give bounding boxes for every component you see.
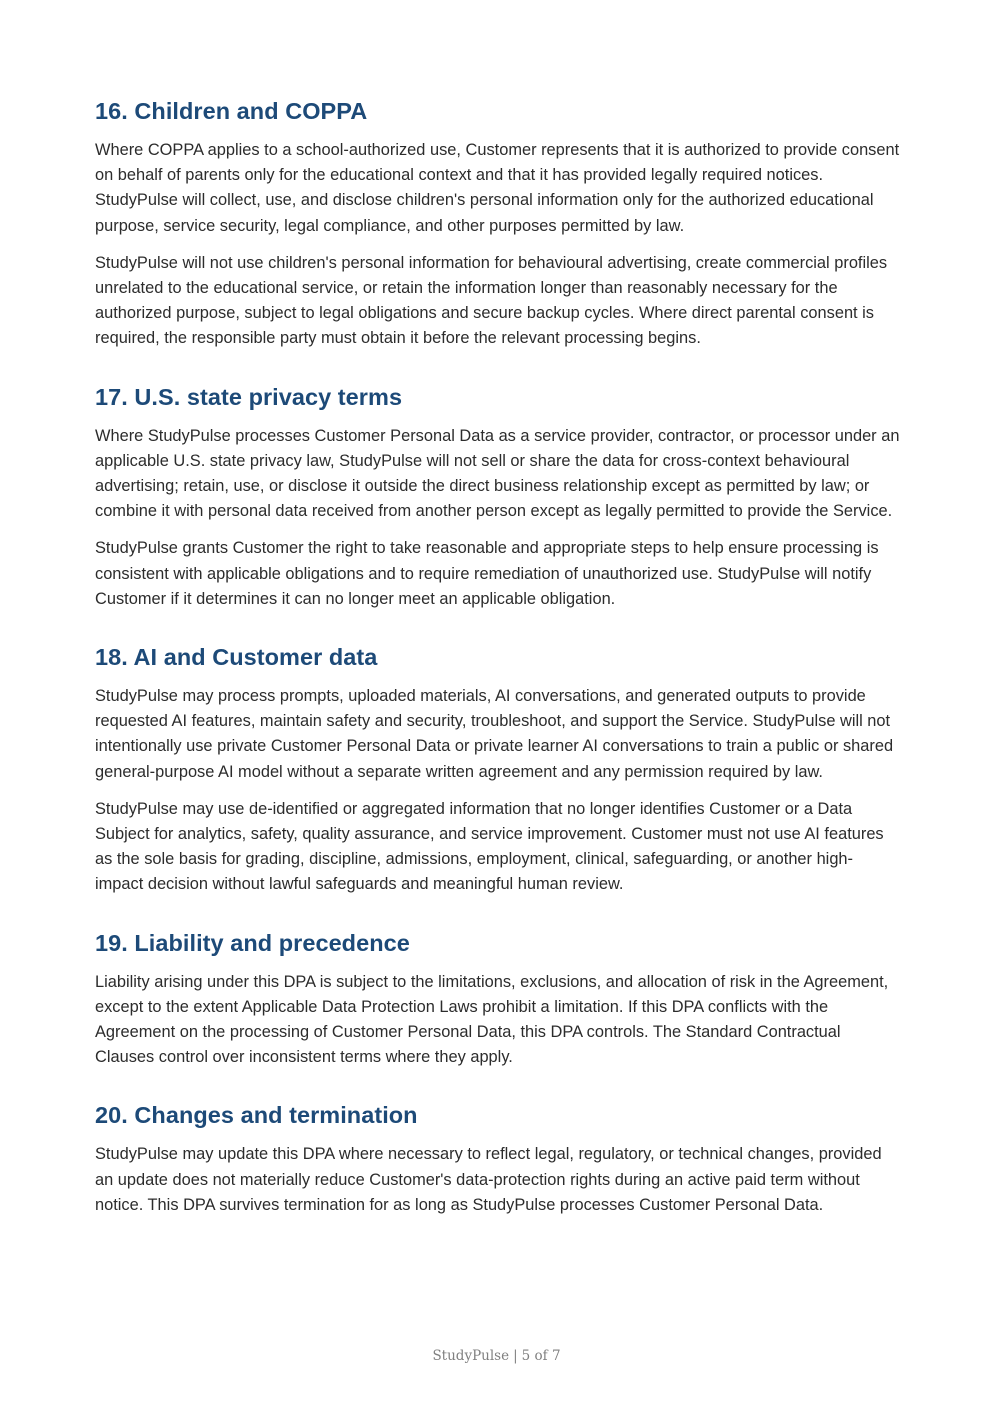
section-paragraph: Where StudyPulse processes Customer Personal Data as a service provider, contractor, or processor under an applicable U.S. state privacy law, StudyPulse will not sell or share the data for cross-context behavioural advertising; retain, use, or disclose it outside the direct business relationship except as permitted by law; or combine it with personal data received from another person except as legally permitted to provide the Service. [95,426,900,521]
section-paragraph: StudyPulse grants Customer the right to take reasonable and appropriate steps to help ensure processing is consistent with applicable obligations and to require remediation of unauthorized use. StudyPulse will notify Customer if it determines it can no longer meet an applicable obligation. [95,539,879,608]
section-paragraph: StudyPulse may use de-identified or aggregated information that no longer identifies Customer or a Data Subject for analytics, safety, quality assurance, and service improvement. Customer must not use AI features as the sole basis for grading, discipline, admissions, employment, clinical, safeguarding, or another high-impact decision without lawful safeguards and meaningful human review. [95,799,884,894]
section-heading: 18. AI and Customer data [95,644,378,671]
section-changes-termination [95,1100,901,1218]
section-heading: 20. Changes and termination [95,1102,418,1129]
section-paragraph: StudyPulse may update this DPA where necessary to reflect legal, regulatory, or technical changes, provided an update does not materially reduce Customer's data-protection rights during an active paid term without notice. This DPA survives termination for as long as StudyPulse processes Customer Personal Data. [95,1145,882,1214]
section-heading: 16. Children and COPPA [95,98,368,124]
footer-separator: | [513,1348,518,1364]
section-paragraph: StudyPulse may process prompts, uploaded materials, AI conversations, and generated outputs to provide requested AI features, maintain safety and security, troubleshoot, and support the Service. StudyPulse will not intentionally use private Customer Personal Data or private learner AI conversations to train a public or shared general-purpose AI model without a separate written agreement and any permission required by law. [95,687,894,781]
section-children-coppa [95,96,901,352]
page-footer [0,1346,993,1366]
section-heading: 17. U.S. state privacy terms [95,383,403,410]
footer-brand: StudyPulse [432,1348,510,1364]
section-paragraph: StudyPulse will not use children's personal information for behavioural advertising, create commercial profiles unrelated to the educational service, or retain the information longer than reasonably necessary for the authorized purpose, subject to legal obligations and secure backup cycles. Where direct parental consent is required, the responsible party must obtain it before the relevant processing begins. [95,253,888,348]
section-us-state-privacy [95,382,901,612]
section-heading: 19. Liability and precedence [95,929,410,956]
section-paragraph: Liability arising under this DPA is subject to the limitations, exclusions, and allocation of risk in the Agreement, except to the extent Applicable Data Protection Laws prohibit a limitation. If this DPA conflicts with the Agreement on the processing of Customer Personal Data, this DPA controls. The Standard Contractual Clauses control over inconsistent terms where they apply. [95,972,889,1067]
section-ai-customer-data [95,642,901,898]
footer-page-number: 5 of 7 [521,1348,561,1364]
section-paragraph: Where COPPA applies to a school-authorized use, Customer represents that it is authorized to provide consent on behalf of parents only for the educational context and that it has provided legally required notices. StudyPulse will collect, use, and disclose children's personal information only for the authorized educational purpose, service security, legal compliance, and other purposes permitted by law. [95,141,900,235]
section-liability-precedence [95,928,901,1071]
document-page [95,96,901,1248]
